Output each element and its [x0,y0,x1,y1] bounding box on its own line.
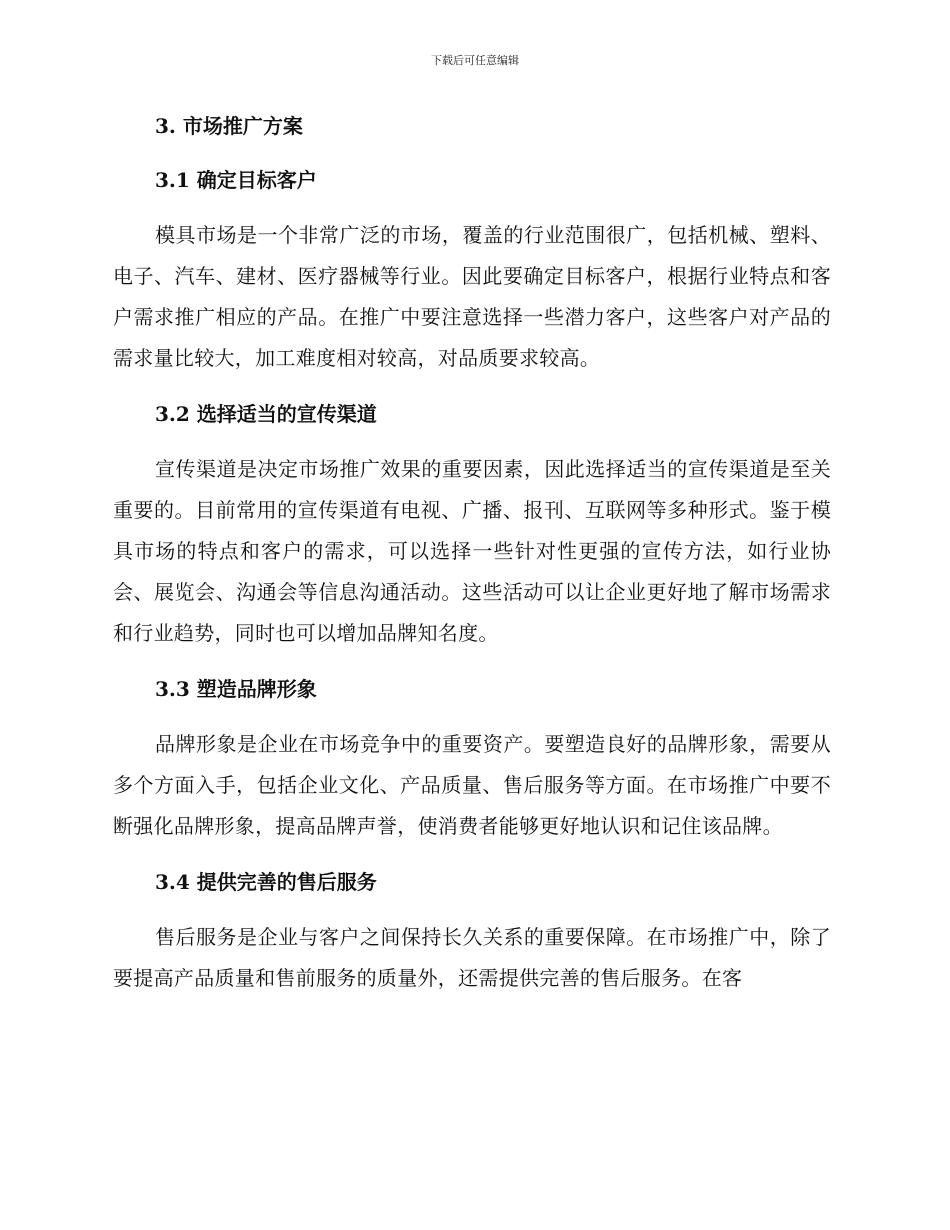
paragraph-3-1: 模具市场是一个非常广泛的市场，覆盖的行业范围很广，包括机械、塑料、电子、汽车、建材、医疗器械等行业。因此要确定目标客户，根据行业特点和客户需求推广相应的产品。在推广中要注意选择一些潜力客户，这些客户对产品的需求量比较大，加工难度相对较高，对品质要求较高。 [113,223,831,370]
section-title: 3. 市场推广方案 [155,114,303,138]
paragraph-3-2: 宣传渠道是决定市场推广效果的重要因素，因此选择适当的宣传渠道是至关重要的。目前常用的宣传渠道有电视、广播、报刊、互联网等多种形式。鉴于模具市场的特点和客户的需求，可以选择一些针对性更强的宣传方法，如行业协会、展览会、沟通会等信息沟通活动。这些活动可以让企业更好地了解市场需求和行业趋势，同时也可以增加品牌知名度。 [113,457,831,645]
heading-3-4: 3.4 提供完善的售后服务 [155,870,377,894]
page-header: 下载后可任意编辑 [431,54,519,67]
heading-3-2: 3.2 选择适当的宣传渠道 [155,402,377,426]
paragraph-3-4: 售后服务是企业与客户之间保持长久关系的重要保障。在市场推广中，除了要提高产品质量和售前服务的质量外，还需提供完善的售后服务。在客 [113,925,831,990]
heading-3-3: 3.3 塑造品牌形象 [155,677,317,701]
document-body [113,108,831,1016]
heading-3-1: 3.1 确定目标客户 [155,168,317,192]
paragraph-3-3: 品牌形象是企业在市场竞争中的重要资产。要塑造良好的品牌形象，需要从多个方面入手，包括企业文化、产品质量、售后服务等方面。在市场推广中要不断强化品牌形象，提高品牌声誉，使消费者能够更好地认识和记住该品牌。 [113,732,831,838]
